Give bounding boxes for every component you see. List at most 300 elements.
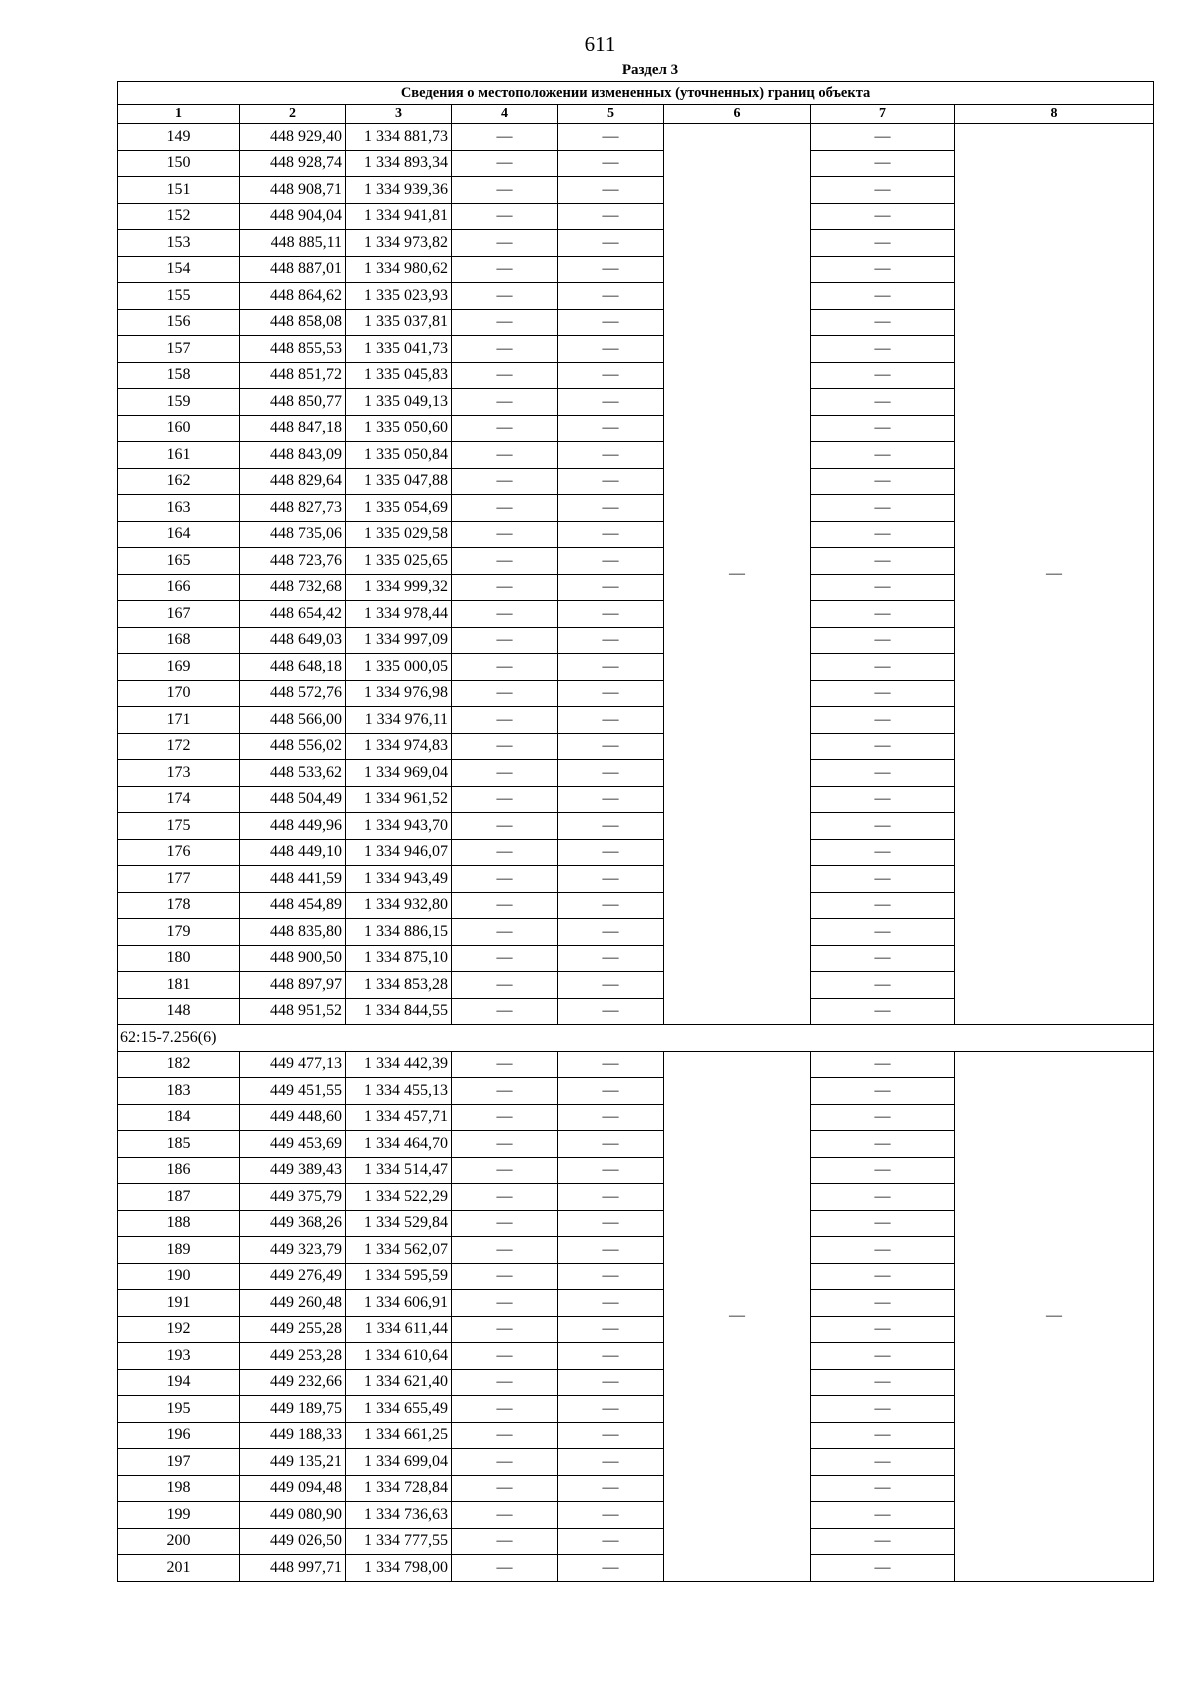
coordinate-x: 448 997,71 (240, 1555, 346, 1582)
dash-cell: — (558, 1131, 664, 1158)
dash-cell: — (558, 1210, 664, 1237)
coordinate-x: 448 449,10 (240, 839, 346, 866)
point-number: 181 (118, 972, 240, 999)
point-number: 185 (118, 1131, 240, 1158)
dash-cell: — (452, 1184, 558, 1211)
dash-cell: — (558, 521, 664, 548)
dash-cell: — (558, 1449, 664, 1476)
dash-cell: — (558, 866, 664, 893)
dash-cell: — (558, 1263, 664, 1290)
column-number: 1 (118, 105, 240, 124)
point-number: 148 (118, 998, 240, 1025)
dash-cell: — (811, 1184, 955, 1211)
coordinate-x: 448 654,42 (240, 601, 346, 628)
dash-cell: — (452, 1290, 558, 1317)
point-number: 177 (118, 866, 240, 893)
point-number: 161 (118, 442, 240, 469)
coordinate-y: 1 334 611,44 (346, 1316, 452, 1343)
dash-cell: — (452, 309, 558, 336)
dash-cell: — (452, 945, 558, 972)
coordinate-y: 1 334 655,49 (346, 1396, 452, 1423)
coordinate-y: 1 335 047,88 (346, 468, 452, 495)
dash-cell: — (558, 892, 664, 919)
coordinate-y: 1 334 881,73 (346, 124, 452, 151)
dash-cell: — (558, 1502, 664, 1529)
coordinate-x: 448 843,09 (240, 442, 346, 469)
column-number: 2 (240, 105, 346, 124)
dash-cell: — (452, 415, 558, 442)
coordinate-y: 1 334 529,84 (346, 1210, 452, 1237)
coordinate-y: 1 334 798,00 (346, 1555, 452, 1582)
coordinate-y: 1 334 442,39 (346, 1051, 452, 1078)
coordinate-x: 448 732,68 (240, 574, 346, 601)
dash-cell: — (811, 415, 955, 442)
dash-cell: — (558, 1104, 664, 1131)
coordinate-y: 1 334 939,36 (346, 177, 452, 204)
dash-cell: — (558, 707, 664, 734)
table-row (118, 1051, 1154, 1078)
coordinate-x: 449 026,50 (240, 1528, 346, 1555)
coordinate-y: 1 334 844,55 (346, 998, 452, 1025)
dash-cell: — (452, 336, 558, 363)
table-caption-row (118, 82, 1154, 105)
point-number: 168 (118, 627, 240, 654)
dash-cell: — (452, 1263, 558, 1290)
point-number: 166 (118, 574, 240, 601)
dash-cell: — (558, 1369, 664, 1396)
dash-cell: — (558, 495, 664, 522)
coordinate-x: 449 276,49 (240, 1263, 346, 1290)
dash-cell: — (811, 627, 955, 654)
dash-cell: — (558, 283, 664, 310)
coordinate-x: 448 858,08 (240, 309, 346, 336)
page-number: 611 (584, 32, 616, 56)
coordinate-x: 448 929,40 (240, 124, 346, 151)
coordinate-y: 1 335 054,69 (346, 495, 452, 522)
coordinate-x: 449 189,75 (240, 1396, 346, 1423)
point-number: 159 (118, 389, 240, 416)
coordinate-x: 448 928,74 (240, 150, 346, 177)
dash-cell: — (452, 1210, 558, 1237)
coordinate-y: 1 334 514,47 (346, 1157, 452, 1184)
dash-cell: — (811, 654, 955, 681)
dash-cell: — (558, 1422, 664, 1449)
dash-cell: — (452, 680, 558, 707)
point-number: 186 (118, 1157, 240, 1184)
dash-cell: — (811, 336, 955, 363)
coordinate-y: 1 334 621,40 (346, 1369, 452, 1396)
point-number: 167 (118, 601, 240, 628)
point-number: 158 (118, 362, 240, 389)
dash-cell: — (452, 1051, 558, 1078)
boundary-table-container (117, 81, 1153, 1582)
dash-cell: — (558, 627, 664, 654)
dash-cell: — (558, 654, 664, 681)
coordinate-x: 448 649,03 (240, 627, 346, 654)
dash-cell: — (558, 1555, 664, 1582)
coordinate-x: 449 135,21 (240, 1449, 346, 1476)
coordinate-x: 449 451,55 (240, 1078, 346, 1105)
coordinate-y: 1 334 973,82 (346, 230, 452, 257)
dash-cell: — (452, 574, 558, 601)
coordinate-y: 1 334 610,64 (346, 1343, 452, 1370)
dash-cell: — (452, 442, 558, 469)
point-number: 184 (118, 1104, 240, 1131)
column-number: 6 (664, 105, 811, 124)
coordinate-x: 448 900,50 (240, 945, 346, 972)
dash-cell: — (452, 389, 558, 416)
point-number: 150 (118, 150, 240, 177)
dash-cell: — (558, 442, 664, 469)
point-number: 156 (118, 309, 240, 336)
coordinate-x: 448 566,00 (240, 707, 346, 734)
coordinate-x: 448 533,62 (240, 760, 346, 787)
coordinate-x: 448 864,62 (240, 283, 346, 310)
point-number: 183 (118, 1078, 240, 1105)
dash-cell: — (558, 574, 664, 601)
dash-cell: — (558, 601, 664, 628)
coordinate-y: 1 334 997,09 (346, 627, 452, 654)
dash-cell: — (452, 1237, 558, 1264)
point-number: 190 (118, 1263, 240, 1290)
coordinate-y: 1 334 969,04 (346, 760, 452, 787)
dash-cell: — (558, 1237, 664, 1264)
coordinate-y: 1 334 999,32 (346, 574, 452, 601)
coordinate-y: 1 334 562,07 (346, 1237, 452, 1264)
coordinate-y: 1 334 661,25 (346, 1422, 452, 1449)
dash-cell: — (811, 442, 955, 469)
coordinate-x: 449 477,13 (240, 1051, 346, 1078)
dash-cell: — (452, 495, 558, 522)
point-number: 178 (118, 892, 240, 919)
object-id: 62:15-7.256(6) (118, 1025, 1154, 1052)
point-number: 195 (118, 1396, 240, 1423)
coordinate-y: 1 334 974,83 (346, 733, 452, 760)
dash-cell: — (452, 1475, 558, 1502)
coordinate-y: 1 334 886,15 (346, 919, 452, 946)
dash-cell: — (558, 336, 664, 363)
point-number: 200 (118, 1528, 240, 1555)
coordinate-x: 449 255,28 (240, 1316, 346, 1343)
dash-cell: — (811, 1316, 955, 1343)
dash-cell: — (558, 945, 664, 972)
coordinate-y: 1 334 943,70 (346, 813, 452, 840)
point-number: 197 (118, 1449, 240, 1476)
dash-cell: — (811, 998, 955, 1025)
coordinate-x: 449 368,26 (240, 1210, 346, 1237)
coordinate-y: 1 334 699,04 (346, 1449, 452, 1476)
coordinate-y: 1 334 961,52 (346, 786, 452, 813)
dash-cell: — (811, 1528, 955, 1555)
dash-cell: — (811, 786, 955, 813)
dash-cell: — (811, 680, 955, 707)
point-number: 193 (118, 1343, 240, 1370)
coordinate-y: 1 334 464,70 (346, 1131, 452, 1158)
column-number: 3 (346, 105, 452, 124)
merged-dash-cell: — (664, 1051, 811, 1581)
dash-cell: — (558, 1157, 664, 1184)
dash-cell: — (452, 1316, 558, 1343)
dash-cell: — (452, 177, 558, 204)
coordinate-y: 1 334 978,44 (346, 601, 452, 628)
point-number: 192 (118, 1316, 240, 1343)
dash-cell: — (811, 124, 955, 151)
dash-cell: — (558, 415, 664, 442)
dash-cell: — (558, 1396, 664, 1423)
coordinate-x: 449 094,48 (240, 1475, 346, 1502)
coordinate-y: 1 334 893,34 (346, 150, 452, 177)
coordinate-x: 448 847,18 (240, 415, 346, 442)
dash-cell: — (452, 866, 558, 893)
dash-cell: — (811, 309, 955, 336)
coordinate-y: 1 335 049,13 (346, 389, 452, 416)
point-number: 155 (118, 283, 240, 310)
column-number: 7 (811, 105, 955, 124)
point-number: 149 (118, 124, 240, 151)
dash-cell: — (452, 150, 558, 177)
dash-cell: — (558, 150, 664, 177)
column-number-row (118, 105, 1154, 124)
column-number: 4 (452, 105, 558, 124)
dash-cell: — (558, 760, 664, 787)
dash-cell: — (452, 786, 558, 813)
dash-cell: — (558, 124, 664, 151)
coordinate-y: 1 335 050,60 (346, 415, 452, 442)
coordinate-x: 449 453,69 (240, 1131, 346, 1158)
dash-cell: — (811, 866, 955, 893)
dash-cell: — (811, 1078, 955, 1105)
point-number: 157 (118, 336, 240, 363)
point-number: 170 (118, 680, 240, 707)
point-number: 187 (118, 1184, 240, 1211)
dash-cell: — (558, 256, 664, 283)
dash-cell: — (452, 256, 558, 283)
point-number: 171 (118, 707, 240, 734)
dash-cell: — (452, 1131, 558, 1158)
dash-cell: — (452, 972, 558, 999)
dash-cell: — (452, 1078, 558, 1105)
dash-cell: — (452, 839, 558, 866)
coordinate-x: 449 232,66 (240, 1369, 346, 1396)
dash-cell: — (811, 548, 955, 575)
dash-cell: — (811, 177, 955, 204)
point-number: 196 (118, 1422, 240, 1449)
coordinate-y: 1 334 932,80 (346, 892, 452, 919)
merged-dash-cell: — (664, 124, 811, 1025)
coordinate-x: 449 260,48 (240, 1290, 346, 1317)
coordinate-y: 1 334 943,49 (346, 866, 452, 893)
dash-cell: — (452, 1369, 558, 1396)
dash-cell: — (558, 786, 664, 813)
dash-cell: — (811, 389, 955, 416)
dash-cell: — (811, 521, 955, 548)
dash-cell: — (452, 468, 558, 495)
dash-cell: — (452, 1502, 558, 1529)
point-number: 153 (118, 230, 240, 257)
point-number: 160 (118, 415, 240, 442)
point-number: 176 (118, 839, 240, 866)
point-number: 151 (118, 177, 240, 204)
point-number: 194 (118, 1369, 240, 1396)
dash-cell: — (811, 1475, 955, 1502)
dash-cell: — (558, 733, 664, 760)
dash-cell: — (452, 1343, 558, 1370)
dash-cell: — (558, 1316, 664, 1343)
point-number: 175 (118, 813, 240, 840)
point-number: 169 (118, 654, 240, 681)
point-number: 199 (118, 1502, 240, 1529)
dash-cell: — (558, 548, 664, 575)
coordinate-x: 449 080,90 (240, 1502, 346, 1529)
coordinate-y: 1 334 946,07 (346, 839, 452, 866)
point-number: 180 (118, 945, 240, 972)
dash-cell: — (811, 760, 955, 787)
dash-cell: — (811, 203, 955, 230)
point-number: 163 (118, 495, 240, 522)
coordinate-x: 448 454,89 (240, 892, 346, 919)
dash-cell: — (558, 1184, 664, 1211)
dash-cell: — (558, 1078, 664, 1105)
point-number: 164 (118, 521, 240, 548)
coordinate-y: 1 334 728,84 (346, 1475, 452, 1502)
coordinate-y: 1 335 000,05 (346, 654, 452, 681)
dash-cell: — (452, 124, 558, 151)
dash-cell: — (452, 1449, 558, 1476)
dash-cell: — (452, 813, 558, 840)
dash-cell: — (811, 283, 955, 310)
coordinate-x: 449 188,33 (240, 1422, 346, 1449)
coordinate-y: 1 335 037,81 (346, 309, 452, 336)
dash-cell: — (452, 203, 558, 230)
dash-cell: — (811, 945, 955, 972)
dash-cell: — (811, 574, 955, 601)
dash-cell: — (452, 601, 558, 628)
coordinate-y: 1 335 050,84 (346, 442, 452, 469)
dash-cell: — (811, 1396, 955, 1423)
dash-cell: — (811, 1237, 955, 1264)
table-body (118, 82, 1154, 1582)
point-number: 165 (118, 548, 240, 575)
dash-cell: — (811, 1502, 955, 1529)
coordinate-y: 1 334 875,10 (346, 945, 452, 972)
dash-cell: — (558, 389, 664, 416)
column-number: 5 (558, 105, 664, 124)
coordinate-x: 448 908,71 (240, 177, 346, 204)
coordinate-x: 448 855,53 (240, 336, 346, 363)
dash-cell: — (452, 733, 558, 760)
coordinate-x: 448 887,01 (240, 256, 346, 283)
dash-cell: — (558, 309, 664, 336)
dash-cell: — (811, 601, 955, 628)
coordinate-x: 448 572,76 (240, 680, 346, 707)
coordinate-x: 448 851,72 (240, 362, 346, 389)
dash-cell: — (558, 468, 664, 495)
dash-cell: — (452, 627, 558, 654)
dash-cell: — (811, 230, 955, 257)
coordinate-y: 1 334 853,28 (346, 972, 452, 999)
point-number: 188 (118, 1210, 240, 1237)
coordinate-x: 449 253,28 (240, 1343, 346, 1370)
coordinate-x: 449 389,43 (240, 1157, 346, 1184)
dash-cell: — (811, 839, 955, 866)
dash-cell: — (452, 1555, 558, 1582)
dash-cell: — (811, 1157, 955, 1184)
dash-cell: — (811, 150, 955, 177)
dash-cell: — (452, 521, 558, 548)
dash-cell: — (811, 362, 955, 389)
dash-cell: — (811, 892, 955, 919)
dash-cell: — (811, 468, 955, 495)
coordinate-y: 1 335 023,93 (346, 283, 452, 310)
dash-cell: — (811, 1104, 955, 1131)
dash-cell: — (452, 1157, 558, 1184)
dash-cell: — (811, 733, 955, 760)
dash-cell: — (811, 1051, 955, 1078)
point-number: 174 (118, 786, 240, 813)
dash-cell: — (452, 892, 558, 919)
boundary-table (117, 81, 1154, 1582)
coordinate-x: 448 441,59 (240, 866, 346, 893)
point-number: 201 (118, 1555, 240, 1582)
dash-cell: — (558, 177, 664, 204)
dash-cell: — (452, 998, 558, 1025)
dash-cell: — (558, 680, 664, 707)
dash-cell: — (811, 1263, 955, 1290)
dash-cell: — (452, 548, 558, 575)
dash-cell: — (811, 1422, 955, 1449)
dash-cell: — (811, 1369, 955, 1396)
coordinate-y: 1 334 980,62 (346, 256, 452, 283)
dash-cell: — (558, 1343, 664, 1370)
dash-cell: — (811, 495, 955, 522)
coordinate-x: 448 897,97 (240, 972, 346, 999)
dash-cell: — (811, 1343, 955, 1370)
dash-cell: — (558, 1290, 664, 1317)
coordinate-y: 1 335 045,83 (346, 362, 452, 389)
coordinate-y: 1 334 606,91 (346, 1290, 452, 1317)
section-title: Раздел 3 (621, 62, 679, 78)
coordinate-x: 448 829,64 (240, 468, 346, 495)
coordinate-x: 448 449,96 (240, 813, 346, 840)
table-caption: Сведения о местоположении измененных (уточненных) границ объекта (118, 82, 1154, 105)
dash-cell: — (558, 362, 664, 389)
dash-cell: — (558, 230, 664, 257)
coordinate-x: 449 375,79 (240, 1184, 346, 1211)
dash-cell: — (558, 919, 664, 946)
coordinate-y: 1 334 941,81 (346, 203, 452, 230)
dash-cell: — (558, 1528, 664, 1555)
coordinate-x: 449 323,79 (240, 1237, 346, 1264)
point-number: 162 (118, 468, 240, 495)
coordinate-y: 1 334 457,71 (346, 1104, 452, 1131)
coordinate-x: 448 904,04 (240, 203, 346, 230)
dash-cell: — (811, 972, 955, 999)
dash-cell: — (811, 813, 955, 840)
coordinate-y: 1 334 455,13 (346, 1078, 452, 1105)
dash-cell: — (811, 1449, 955, 1476)
table-row (118, 124, 1154, 151)
dash-cell: — (558, 1051, 664, 1078)
coordinate-y: 1 335 029,58 (346, 521, 452, 548)
coordinate-x: 448 723,76 (240, 548, 346, 575)
coordinate-x: 448 827,73 (240, 495, 346, 522)
dash-cell: — (452, 760, 558, 787)
coordinate-x: 448 556,02 (240, 733, 346, 760)
coordinate-x: 448 835,80 (240, 919, 346, 946)
point-number: 172 (118, 733, 240, 760)
dash-cell: — (811, 1131, 955, 1158)
coordinate-y: 1 335 041,73 (346, 336, 452, 363)
